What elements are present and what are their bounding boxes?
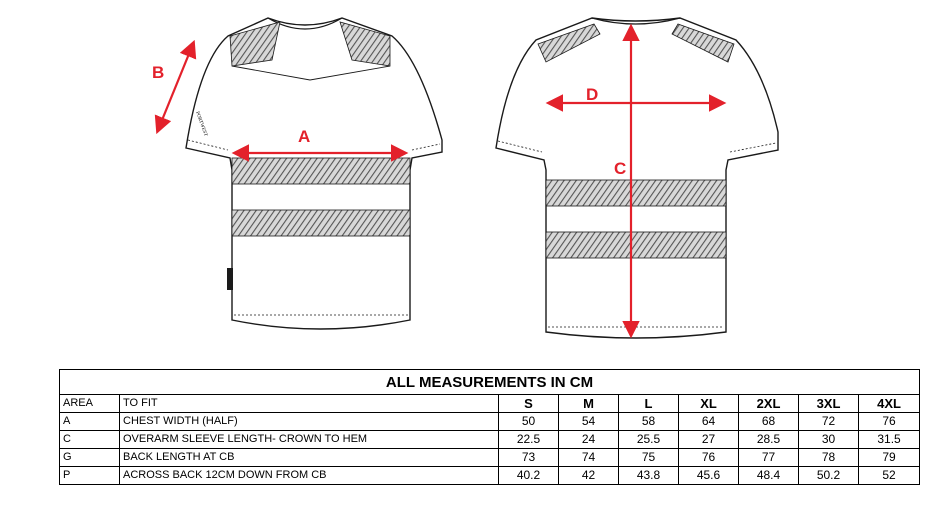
label-d: D (586, 85, 599, 104)
size-chart-table (59, 369, 920, 485)
row-value: 50.2 (799, 467, 859, 485)
header-size-s: S (499, 395, 559, 413)
back-tshirt-outline (496, 18, 778, 338)
table-header-row (60, 395, 920, 413)
back-stripe-bottom (546, 232, 726, 258)
brand-tag: PORTWEST (194, 110, 208, 138)
row-value: 75 (619, 449, 679, 467)
measure-arrow-b (158, 44, 193, 130)
row-value: 79 (859, 449, 920, 467)
row-value: 42 (559, 467, 619, 485)
row-to-fit: ACROSS BACK 12CM DOWN FROM CB (120, 467, 499, 485)
back-stripe-top (546, 180, 726, 206)
row-value: 64 (679, 413, 739, 431)
row-value: 43.8 (619, 467, 679, 485)
row-value: 27 (679, 431, 739, 449)
row-to-fit: BACK LENGTH AT CB (120, 449, 499, 467)
front-yoke-left (230, 22, 280, 66)
back-view (496, 18, 778, 338)
row-value: 25.5 (619, 431, 679, 449)
row-value: 72 (799, 413, 859, 431)
row-value: 24 (559, 431, 619, 449)
row-area: P (60, 467, 120, 485)
row-to-fit: CHEST WIDTH (HALF) (120, 413, 499, 431)
row-area: A (60, 413, 120, 431)
row-area: G (60, 449, 120, 467)
header-size-xl: XL (679, 395, 739, 413)
table-title-row (60, 370, 920, 395)
label-a: A (298, 127, 311, 146)
header-size-2xl: 2XL (739, 395, 799, 413)
side-tab (227, 268, 233, 290)
row-value: 22.5 (499, 431, 559, 449)
front-stripe-top (232, 158, 410, 184)
row-value: 50 (499, 413, 559, 431)
row-value: 76 (859, 413, 920, 431)
front-stripe-bottom (232, 210, 410, 236)
table-row (60, 467, 920, 485)
row-area: C (60, 431, 120, 449)
row-value: 40.2 (499, 467, 559, 485)
header-to-fit: TO FIT (120, 395, 499, 413)
header-size-3xl: 3XL (799, 395, 859, 413)
header-area: AREA (60, 395, 120, 413)
header-size-m: M (559, 395, 619, 413)
front-view (152, 18, 442, 329)
row-value: 54 (559, 413, 619, 431)
table-row (60, 449, 920, 467)
row-value: 74 (559, 449, 619, 467)
row-to-fit: OVERARM SLEEVE LENGTH- CROWN TO HEM (120, 431, 499, 449)
label-b: B (152, 63, 165, 82)
header-size-4xl: 4XL (859, 395, 920, 413)
label-c: C (614, 159, 627, 178)
row-value: 30 (799, 431, 859, 449)
row-value: 73 (499, 449, 559, 467)
row-value: 68 (739, 413, 799, 431)
row-value: 31.5 (859, 431, 920, 449)
row-value: 52 (859, 467, 920, 485)
header-size-l: L (619, 395, 679, 413)
row-value: 28.5 (739, 431, 799, 449)
row-value: 45.6 (679, 467, 739, 485)
row-value: 78 (799, 449, 859, 467)
table-title: ALL MEASUREMENTS IN CM (60, 370, 920, 395)
table-row (60, 431, 920, 449)
row-value: 76 (679, 449, 739, 467)
row-value: 48.4 (739, 467, 799, 485)
row-value: 77 (739, 449, 799, 467)
row-value: 58 (619, 413, 679, 431)
table-row (60, 413, 920, 431)
